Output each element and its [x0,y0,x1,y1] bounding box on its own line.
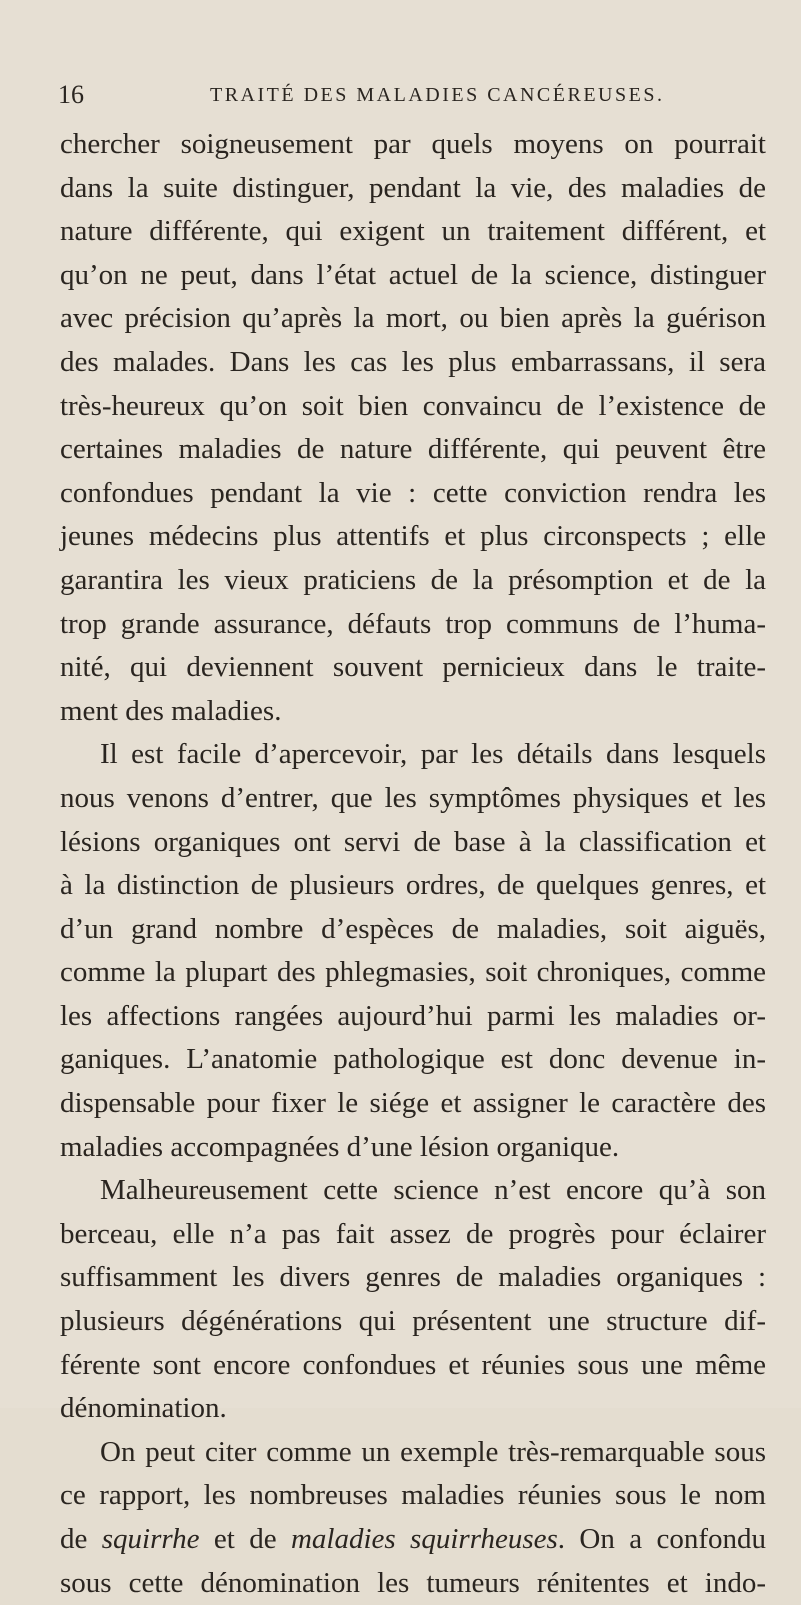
text-line: férente sont encore confondues et réunies sous une même [60,1348,766,1381]
body-text [60,123,766,1605]
text-line: plusieurs dégénérations qui présentent une structure dif- [60,1305,766,1338]
text-line: dispensable pour fixer le siége et assigner le caractère des [60,1087,766,1120]
text-line: dans la suite distinguer, pendant la vie, des maladies de [60,171,766,204]
text-line: à la distinction de plusieurs ordres, de quelques genres, et [60,869,766,902]
text-line: trop grande assurance, défauts trop communs de l’huma- [60,607,766,640]
text-line: On peut citer comme un exemple très-remarquable sous [100,1435,766,1468]
text-line: maladies accompagnées d’une lésion organique. [60,1130,620,1163]
page-number: 16 [58,80,84,109]
text-line: dénomination. [60,1392,227,1425]
text-line: comme la plupart des phlegmasies, soit chroniques, comme [60,956,766,989]
text-line: ganiques. L’anatomie pathologique est donc devenue in- [60,1043,766,1076]
text-line: Malheureusement cette science n’est encore qu’à son [100,1174,766,1207]
text-line: nature différente, qui exigent un traitement différent, et [60,215,766,248]
running-title: TRAITÉ DES MALADIES CANCÉREUSES. [210,84,665,106]
text-line: confondues pendant la vie : cette conviction rendra les [60,476,766,509]
text-line: qu’on ne peut, dans l’état actuel de la science, distinguer [60,258,766,291]
text-line: Il est facile d’apercevoir, par les détails dans lesquels [100,738,766,771]
text-line: avec précision qu’après la mort, ou bien après la guérison [60,302,766,335]
text-line: nité, qui deviennent souvent pernicieux dans le traite- [60,651,766,684]
text-line: ce rapport, les nombreuses maladies réunies sous le nom [60,1479,766,1512]
text-line: suffisamment les divers genres de maladies organiques : [60,1261,766,1294]
text-line: nous venons d’entrer, que les symptômes physiques et les [60,781,766,814]
text-line: lésions organiques ont servi de base à la classification et [60,825,766,858]
text-line: chercher soigneusement par quels moyens on pourrait [60,128,766,160]
text-line: certaines maladies de nature différente, qui peuvent être [60,433,766,466]
text-line: très-heureux qu’on soit bien convaincu de l’existence de [60,389,766,422]
italic-term: squirrhe [101,1523,200,1555]
text-line: sous cette dénomination les tumeurs rénitentes et indo- [60,1566,766,1599]
line-prefix: de [60,1523,102,1555]
line-suffix: . On a confondu [557,1523,767,1555]
text-line: les affections rangées aujourd’hui parmi les maladies or- [60,999,766,1032]
italic-term: maladies squirrheuses [290,1523,558,1555]
text-line: jeunes médecins plus attentifs et plus circonspects ; elle [60,520,766,553]
text-line: d’un grand nombre d’espèces de maladies, soit aiguës, [60,912,766,945]
line-middle: et de [199,1523,291,1555]
text-line: garantira les vieux praticiens de la présomption et de la [60,563,766,596]
text-line: des malades. Dans les cas les plus embarrassans, il sera [60,345,766,378]
text-line: berceau, elle n’a pas fait assez de progrès pour éclairer [60,1217,766,1250]
text-line: ment des maladies. [60,694,282,727]
text-line-italic-terms [60,1518,766,1562]
page-header [58,80,761,120]
